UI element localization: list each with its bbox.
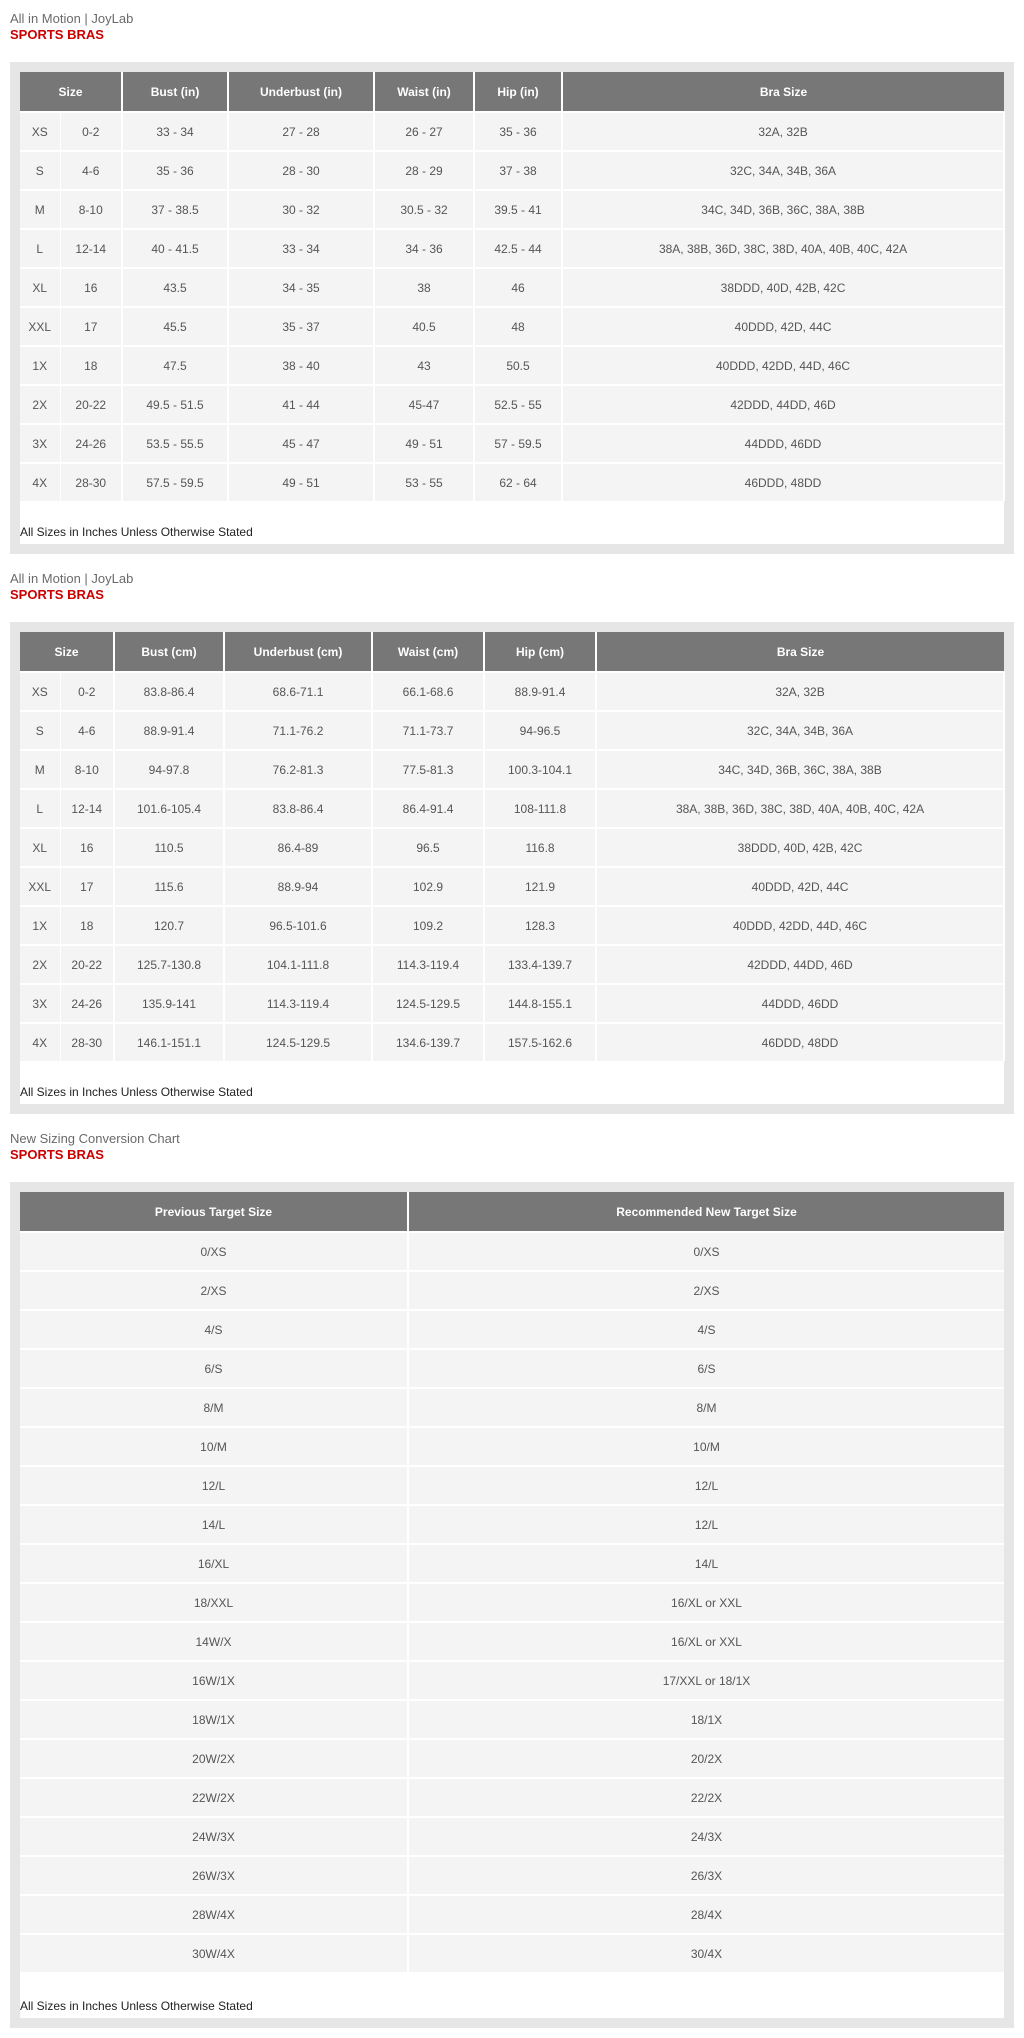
table-row <box>20 346 1004 385</box>
table-cell: 6/S <box>20 1349 408 1388</box>
table-cell: 32C, 34A, 34B, 36A <box>596 711 1004 750</box>
table-cell: 22W/2X <box>20 1778 408 1817</box>
table-cell: S <box>20 151 60 190</box>
table-cell: 33 - 34 <box>122 112 228 151</box>
table-cell: 30W/4X <box>20 1934 408 1972</box>
table-cell: 133.4-139.7 <box>484 945 596 984</box>
table-cell: 50.5 <box>474 346 562 385</box>
column-header: Underbust (in) <box>228 72 374 112</box>
table-cell: 16/XL or XXL <box>408 1583 1004 1622</box>
table-cell: 14/L <box>408 1544 1004 1583</box>
table-row <box>20 1388 1004 1427</box>
table-footnote: All Sizes in Inches Unless Otherwise Stated <box>20 525 253 539</box>
table-cell: 16 <box>60 268 122 307</box>
table-cell: 94-97.8 <box>114 750 224 789</box>
column-header: Waist (in) <box>374 72 474 112</box>
table-cell: 18W/1X <box>20 1700 408 1739</box>
table-row <box>20 151 1004 190</box>
table-cell: 101.6-105.4 <box>114 789 224 828</box>
table-cell: 115.6 <box>114 867 224 906</box>
table-footnote: All Sizes in Inches Unless Otherwise Stated <box>20 1085 253 1099</box>
table-cell: 71.1-76.2 <box>224 711 372 750</box>
table-container <box>20 72 1004 544</box>
brand-label: New Sizing Conversion Chart <box>10 1131 180 1146</box>
table-cell: 108-111.8 <box>484 789 596 828</box>
table-cell: 0/XS <box>20 1232 408 1271</box>
table-cell: XL <box>20 828 60 867</box>
table-cell: XS <box>20 112 60 151</box>
table-cell: 16W/1X <box>20 1661 408 1700</box>
table-cell: 135.9-141 <box>114 984 224 1023</box>
table-row <box>20 906 1004 945</box>
table-cell: 43.5 <box>122 268 228 307</box>
table-row <box>20 1895 1004 1934</box>
table-cell: 100.3-104.1 <box>484 750 596 789</box>
table-cell: 28/4X <box>408 1895 1004 1934</box>
table-cell: 46DDD, 48DD <box>596 1023 1004 1061</box>
table-cell: 49 - 51 <box>374 424 474 463</box>
table-cell: 41 - 44 <box>228 385 374 424</box>
table-cell: 110.5 <box>114 828 224 867</box>
table-cell: 57 - 59.5 <box>474 424 562 463</box>
table-cell: 27 - 28 <box>228 112 374 151</box>
table-row <box>20 1271 1004 1310</box>
header-row <box>20 632 1004 672</box>
table-cell: 4X <box>20 463 60 501</box>
table-cell: 16/XL <box>20 1544 408 1583</box>
table-cell: 77.5-81.3 <box>372 750 484 789</box>
table-cell: 45.5 <box>122 307 228 346</box>
category-title: SPORTS BRAS <box>10 1147 104 1162</box>
table-row <box>20 1349 1004 1388</box>
table-panel <box>10 62 1014 554</box>
table-row <box>20 1622 1004 1661</box>
table-cell: 38 - 40 <box>228 346 374 385</box>
table-cell: 34C, 34D, 36B, 36C, 38A, 38B <box>562 190 1004 229</box>
table-row <box>20 1310 1004 1349</box>
table-cell: 83.8-86.4 <box>114 672 224 711</box>
table-cell: 57.5 - 59.5 <box>122 463 228 501</box>
table-cell: 37 - 38.5 <box>122 190 228 229</box>
table-cell: 40 - 41.5 <box>122 229 228 268</box>
table-cell: 104.1-111.8 <box>224 945 372 984</box>
column-header: Size <box>20 72 122 112</box>
table-row <box>20 1817 1004 1856</box>
table-cell: 88.9-91.4 <box>484 672 596 711</box>
table-cell: 40DDD, 42D, 44C <box>596 867 1004 906</box>
table-cell: 16 <box>60 828 114 867</box>
table-cell: 8-10 <box>60 190 122 229</box>
table-cell: 47.5 <box>122 346 228 385</box>
size-chart-inches <box>0 0 1024 560</box>
table-cell: M <box>20 750 60 789</box>
table-cell: 44DDD, 46DD <box>562 424 1004 463</box>
table-cell: 33 - 34 <box>228 229 374 268</box>
table-cell: 8/M <box>20 1388 408 1427</box>
table-cell: 32C, 34A, 34B, 36A <box>562 151 1004 190</box>
table-cell: XXL <box>20 307 60 346</box>
table-cell: 114.3-119.4 <box>372 945 484 984</box>
column-header: Hip (cm) <box>484 632 596 672</box>
table-panel <box>10 622 1014 1114</box>
table-cell: 17 <box>60 307 122 346</box>
table-cell: 116.8 <box>484 828 596 867</box>
table-row <box>20 828 1004 867</box>
table-cell: 18/1X <box>408 1700 1004 1739</box>
column-header: Bra Size <box>596 632 1004 672</box>
brand-label: All in Motion | JoyLab <box>10 11 134 26</box>
table-cell: 34 - 35 <box>228 268 374 307</box>
table-cell: 14W/X <box>20 1622 408 1661</box>
table-cell: 20-22 <box>60 945 114 984</box>
table-cell: 144.8-155.1 <box>484 984 596 1023</box>
table-cell: 18/XXL <box>20 1583 408 1622</box>
table-cell: 20/2X <box>408 1739 1004 1778</box>
table-cell: XL <box>20 268 60 307</box>
table-row <box>20 1544 1004 1583</box>
table-cell: 16/XL or XXL <box>408 1622 1004 1661</box>
table-cell: 125.7-130.8 <box>114 945 224 984</box>
table-cell: 10/M <box>408 1427 1004 1466</box>
table-row <box>20 711 1004 750</box>
table-cell: 157.5-162.6 <box>484 1023 596 1061</box>
table-cell: 24-26 <box>60 424 122 463</box>
table-row <box>20 1583 1004 1622</box>
table-cell: 39.5 - 41 <box>474 190 562 229</box>
table-cell: 124.5-129.5 <box>224 1023 372 1061</box>
table-cell: 8/M <box>408 1388 1004 1427</box>
table-cell: 12/L <box>408 1505 1004 1544</box>
header-row <box>20 1192 1004 1232</box>
table-row <box>20 385 1004 424</box>
table-row <box>20 424 1004 463</box>
table-cell: 102.9 <box>372 867 484 906</box>
table-cell: 4/S <box>408 1310 1004 1349</box>
table-row <box>20 1505 1004 1544</box>
table-row <box>20 112 1004 151</box>
table-cell: 49.5 - 51.5 <box>122 385 228 424</box>
table-cell: 49 - 51 <box>228 463 374 501</box>
table-cell: XXL <box>20 867 60 906</box>
column-header: Previous Target Size <box>20 1192 408 1232</box>
table-cell: 0-2 <box>60 112 122 151</box>
table-cell: 1X <box>20 906 60 945</box>
table-cell: 146.1-151.1 <box>114 1023 224 1061</box>
table-cell: 109.2 <box>372 906 484 945</box>
table-cell: 96.5-101.6 <box>224 906 372 945</box>
table-row <box>20 1700 1004 1739</box>
table-cell: 42.5 - 44 <box>474 229 562 268</box>
category-title: SPORTS BRAS <box>10 587 104 602</box>
table-cell: L <box>20 229 60 268</box>
table-cell: 121.9 <box>484 867 596 906</box>
table-cell: 24-26 <box>60 984 114 1023</box>
table-cell: 76.2-81.3 <box>224 750 372 789</box>
table-cell: 17/XXL or 18/1X <box>408 1661 1004 1700</box>
table-row <box>20 463 1004 501</box>
column-header: Hip (in) <box>474 72 562 112</box>
table-cell: 14/L <box>20 1505 408 1544</box>
table-row <box>20 867 1004 906</box>
table-cell: 6/S <box>408 1349 1004 1388</box>
table-cell: 38DDD, 40D, 42B, 42C <box>596 828 1004 867</box>
table-cell: 134.6-139.7 <box>372 1023 484 1061</box>
table-row <box>20 1427 1004 1466</box>
column-header: Bust (cm) <box>114 632 224 672</box>
table-cell: 30/4X <box>408 1934 1004 1972</box>
table-cell: 35 - 36 <box>122 151 228 190</box>
table-cell: 17 <box>60 867 114 906</box>
table-cell: 46 <box>474 268 562 307</box>
table-cell: 2/XS <box>20 1271 408 1310</box>
table-row <box>20 268 1004 307</box>
column-header: Bra Size <box>562 72 1004 112</box>
size-conversion-chart <box>0 1120 1024 2038</box>
table-panel <box>10 1182 1014 2028</box>
table-container <box>20 632 1004 1104</box>
table-cell: 96.5 <box>372 828 484 867</box>
table-cell: 86.4-89 <box>224 828 372 867</box>
table-cell: XS <box>20 672 60 711</box>
table-cell: 10/M <box>20 1427 408 1466</box>
table-cell: 20-22 <box>60 385 122 424</box>
table-cell: 38DDD, 40D, 42B, 42C <box>562 268 1004 307</box>
table-cell: 62 - 64 <box>474 463 562 501</box>
table-cell: 4/S <box>20 1310 408 1349</box>
table-cell: 45 - 47 <box>228 424 374 463</box>
brand-label: All in Motion | JoyLab <box>10 571 134 586</box>
table-cell: 86.4-91.4 <box>372 789 484 828</box>
table-cell: 88.9-91.4 <box>114 711 224 750</box>
table-row <box>20 1778 1004 1817</box>
table-cell: 3X <box>20 984 60 1023</box>
table-row <box>20 1856 1004 1895</box>
table-cell: 88.9-94 <box>224 867 372 906</box>
table-row <box>20 1023 1004 1061</box>
table-cell: 28-30 <box>60 1023 114 1061</box>
table-cell: 68.6-71.1 <box>224 672 372 711</box>
table-cell: 37 - 38 <box>474 151 562 190</box>
table-cell: 32A, 32B <box>562 112 1004 151</box>
table-cell: 40DDD, 42D, 44C <box>562 307 1004 346</box>
table-cell: 0-2 <box>60 672 114 711</box>
table-cell: 38A, 38B, 36D, 38C, 38D, 40A, 40B, 40C, 42A <box>562 229 1004 268</box>
table-cell: 30 - 32 <box>228 190 374 229</box>
table-cell: 30.5 - 32 <box>374 190 474 229</box>
table-cell: 38 <box>374 268 474 307</box>
table-cell: 24/3X <box>408 1817 1004 1856</box>
table-cell: 66.1-68.6 <box>372 672 484 711</box>
table-row <box>20 1466 1004 1505</box>
table-cell: 4-6 <box>60 151 122 190</box>
table-cell: 26/3X <box>408 1856 1004 1895</box>
table-cell: 128.3 <box>484 906 596 945</box>
header-row <box>20 72 1004 112</box>
table-cell: 40DDD, 42DD, 44D, 46C <box>596 906 1004 945</box>
table-cell: 26 - 27 <box>374 112 474 151</box>
table-row <box>20 1232 1004 1271</box>
size-table-inches <box>20 72 1005 501</box>
table-row <box>20 984 1004 1023</box>
category-title: SPORTS BRAS <box>10 27 104 42</box>
table-cell: 20W/2X <box>20 1739 408 1778</box>
table-cell: M <box>20 190 60 229</box>
table-cell: 83.8-86.4 <box>224 789 372 828</box>
table-row <box>20 750 1004 789</box>
table-cell: 12/L <box>20 1466 408 1505</box>
table-cell: 18 <box>60 906 114 945</box>
table-cell: 34 - 36 <box>374 229 474 268</box>
table-cell: 18 <box>60 346 122 385</box>
table-cell: 124.5-129.5 <box>372 984 484 1023</box>
table-footnote: All Sizes in Inches Unless Otherwise Stated <box>20 1999 253 2013</box>
table-cell: 43 <box>374 346 474 385</box>
conversion-table <box>20 1192 1004 1972</box>
column-header: Waist (cm) <box>372 632 484 672</box>
table-cell: 44DDD, 46DD <box>596 984 1004 1023</box>
column-header: Bust (in) <box>122 72 228 112</box>
table-cell: 2/XS <box>408 1271 1004 1310</box>
table-cell: 53 - 55 <box>374 463 474 501</box>
table-cell: 4X <box>20 1023 60 1061</box>
table-row <box>20 229 1004 268</box>
size-table-cm <box>20 632 1005 1061</box>
table-cell: 34C, 34D, 36B, 36C, 38A, 38B <box>596 750 1004 789</box>
table-cell: 3X <box>20 424 60 463</box>
table-cell: 120.7 <box>114 906 224 945</box>
table-cell: 24W/3X <box>20 1817 408 1856</box>
table-cell: 28 - 30 <box>228 151 374 190</box>
table-row <box>20 307 1004 346</box>
table-cell: 94-96.5 <box>484 711 596 750</box>
table-row <box>20 1661 1004 1700</box>
table-cell: 42DDD, 44DD, 46D <box>596 945 1004 984</box>
table-cell: 8-10 <box>60 750 114 789</box>
table-cell: 71.1-73.7 <box>372 711 484 750</box>
table-cell: 12-14 <box>60 229 122 268</box>
table-cell: 114.3-119.4 <box>224 984 372 1023</box>
column-header: Underbust (cm) <box>224 632 372 672</box>
table-cell: 46DDD, 48DD <box>562 463 1004 501</box>
table-cell: 32A, 32B <box>596 672 1004 711</box>
table-cell: 42DDD, 44DD, 46D <box>562 385 1004 424</box>
table-row <box>20 945 1004 984</box>
column-header: Size <box>20 632 114 672</box>
table-cell: 53.5 - 55.5 <box>122 424 228 463</box>
table-cell: 48 <box>474 307 562 346</box>
table-cell: 40.5 <box>374 307 474 346</box>
table-cell: 28W/4X <box>20 1895 408 1934</box>
size-chart-cm <box>0 560 1024 1120</box>
table-cell: 1X <box>20 346 60 385</box>
table-row <box>20 1739 1004 1778</box>
table-cell: L <box>20 789 60 828</box>
table-cell: 0/XS <box>408 1232 1004 1271</box>
table-cell: 35 - 37 <box>228 307 374 346</box>
table-cell: 38A, 38B, 36D, 38C, 38D, 40A, 40B, 40C, 42A <box>596 789 1004 828</box>
table-cell: 52.5 - 55 <box>474 385 562 424</box>
table-row <box>20 789 1004 828</box>
table-cell: 35 - 36 <box>474 112 562 151</box>
table-cell: S <box>20 711 60 750</box>
table-cell: 2X <box>20 385 60 424</box>
table-cell: 28-30 <box>60 463 122 501</box>
table-row <box>20 190 1004 229</box>
table-cell: 22/2X <box>408 1778 1004 1817</box>
table-cell: 28 - 29 <box>374 151 474 190</box>
table-cell: 12/L <box>408 1466 1004 1505</box>
table-container <box>20 1192 1004 2018</box>
column-header: Recommended New Target Size <box>408 1192 1004 1232</box>
table-row <box>20 672 1004 711</box>
table-cell: 12-14 <box>60 789 114 828</box>
table-cell: 26W/3X <box>20 1856 408 1895</box>
table-cell: 4-6 <box>60 711 114 750</box>
table-cell: 40DDD, 42DD, 44D, 46C <box>562 346 1004 385</box>
table-cell: 2X <box>20 945 60 984</box>
table-cell: 45-47 <box>374 385 474 424</box>
table-row <box>20 1934 1004 1972</box>
